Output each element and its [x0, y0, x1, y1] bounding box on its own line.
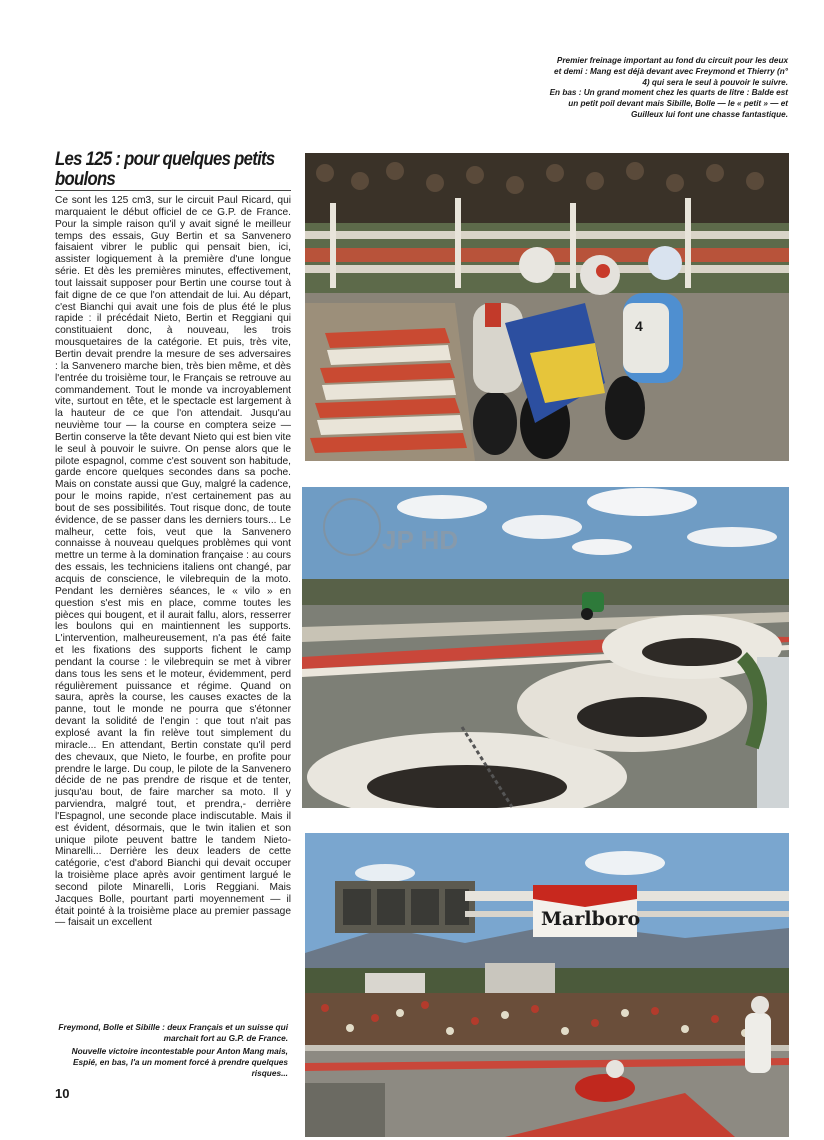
photo-marlboro-crowd-image	[305, 833, 789, 1137]
page-number: 10	[55, 1086, 70, 1101]
caption-top-line2: En bas : Un grand moment chez les quarts de litre : Balde est un petit poil devant mais Sibille, Bolle — le « petit » — et Guilleux lui font une chasse fantastique.	[549, 88, 788, 119]
caption-bottom-line2: Nouvelle victoire incontestable pour Anton Mang mais, Espié, en bas, l'a un moment forcé à prendre quelques risques...	[71, 1046, 288, 1078]
article-headline: Les 125 : pour quelques petits boulons	[55, 149, 275, 190]
photo-riders-braking-image	[305, 153, 789, 461]
photo-riders-braking	[305, 153, 789, 461]
article-text: Ce sont les 125 cm3, sur le circuit Paul Ricard, qui marquaient le début officiel de ce G.P. de France. Pour la simple raison qu'il y avait signé le meilleur temps des essais, Guy Bertin et sa Sanvenero faisaient vibrer le public qui pensait bien, ici, assister logiquement à la première d'une longue série. Et dès les premières minutes, effectivement, tout laissait supposer pour Bertin une course tout à fait digne de ce que l'on attendait de lui. Au départ, c'est Bianchi qui avait une fois de plus été le plus rapide : il précédait Nieto, Bertin et Reggiani qui constituaient donc, à nouveau, les trois mousquetaires de la catégorie. Et puis, très vite, Bertin devait prendre la mesure de ses adversaires : la Sanvenero marche bien, très bien même, et dès l'entrée du troisième tour, le Français se retrouve au commandement. Tout le monde va incroyablement vite, surtout en tête, et le spectacle est largement à la hauteur de ce que l'on attendait. Jusqu'au neuvième tour — la course en comptera seize — Bertin conserve la tête devant Nieto qui est bien vite le seul à pouvoir le suivre. On pense alors que le pilote espagnol, comme c'est souvent son habitude, garde encore quelques secondes dans sa poche. Mais on constate aussi que Guy, malgré la cadence, pour le moins rapide, n'est certainement pas au bout de ses possibilités. Tout risque donc, de toute évidence, de se passer dans les derniers tours... Le malheur, cette fois, veut que la Sanvenero connaisse à nouveau quelques problèmes qui vont mettre un terme à la domination française : au cours des essais, les techniciens italiens ont changé, par acquis de conscience, le vilebrequin de la moto. Pendant les dernières séances, le « vilo » en question s'est mis en place, comme toutes les pièces qui bougent, et il aurait fallu, alors, resserrer les boulons qui en maintiennent les supports. L'intervention, malheureusement, n'a pas été faite et les fixations des supports fichent le camp pendant la course : le vilebrequin se met à vibrer dans tous les sens et le moteur, évidemment, perd régulièrement puissance et régime. Quand on saura, après la course, les causes exactes de la panne, tout le monde ne pourra que s'étonner devant la solidité de l'engin : que tout n'ait pas explosé avant la fin relève tout simplement du miracle... En attendant, Bertin constate qu'il perd des chevaux, que Nieto, le fourbe, en profite pour prendre le large. Du coup, le pilote de la Sanvenero décide de ne pas prendre de risque et de tenter, jusqu'au bout, de faire marcher sa moto. Il y parviendra, malgré tout, et prendra,- derrière l'Espagnol, une seconde place indiscutable. Mais il est évident, désormais, que le twin italien et son unique pilote peuvent battre le tandem Nieto-Minarelli... Derrière les deux leaders de cette catégorie, c'est d'abord Bianchi qui devait occuper la troisième place après avoir gentiment largué le second pilote Minarelli, Loris Reggiani. Mais Jacques Bolle, pourtant parti moyennement — il était pointé à la troisième place au premier passage — faisait un excellent	[55, 195, 291, 929]
article-body	[55, 195, 291, 929]
marlboro-sign: Marlboro	[541, 908, 641, 930]
caption-top	[548, 56, 788, 121]
caption-bottom	[55, 1022, 288, 1081]
rider-number: 4	[635, 318, 643, 334]
watermark-text: JP HD	[382, 525, 459, 555]
headline-rule	[55, 190, 291, 191]
caption-bottom-line1: Freymond, Bolle et Sibille : deux Français et un suisse qui marchait fort au G.P. de France.	[58, 1022, 288, 1043]
caption-top-line1: Premier freinage important au fond du circuit pour les deux et demi : Mang est déjà devant avec Freymond et Thierry (n° 4) qui sera le seul à pouvoir le suivre.	[554, 56, 788, 87]
photo-tyre-barrier-image	[302, 487, 789, 808]
photo-marlboro-crowd	[305, 833, 789, 1137]
photo-tyre-barrier	[302, 487, 789, 808]
